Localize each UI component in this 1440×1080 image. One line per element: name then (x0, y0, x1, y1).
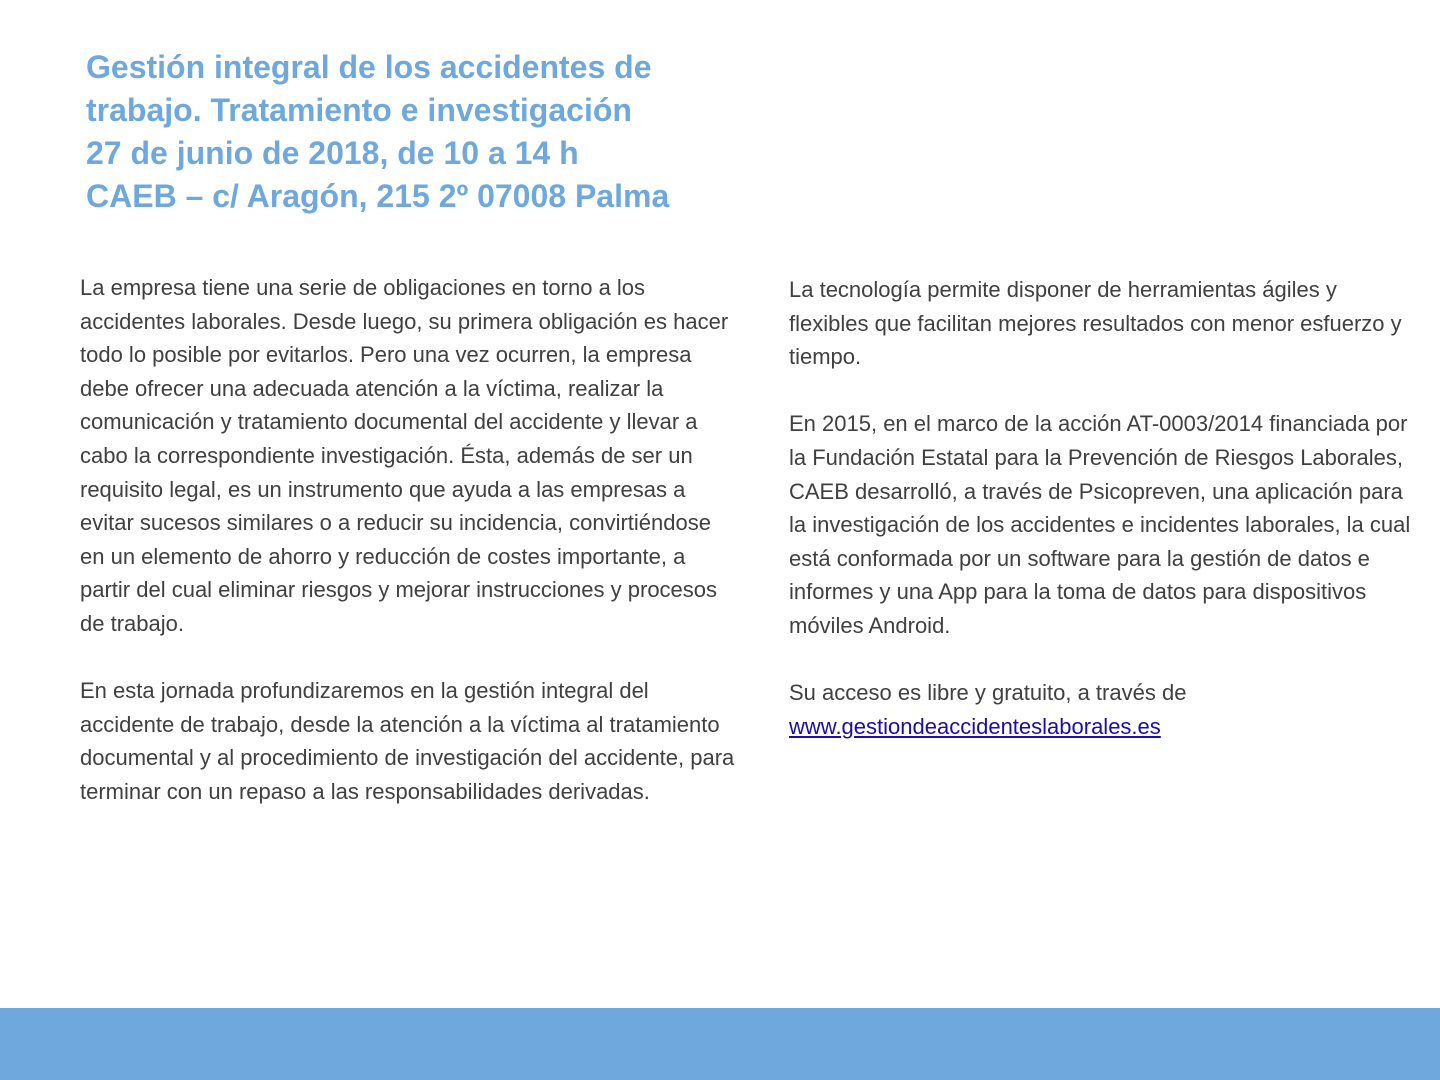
left-paragraph-session: En esta jornada profundizaremos en la gestión integral del accidente de trabajo, desde la atención a la víctima al tratamiento documental y al procedimiento de investigación del accidente, para terminar con un repaso a las responsabilidades derivadas. (80, 678, 735, 804)
website-link[interactable]: www.gestiondeaccidenteslaborales.es (789, 713, 1161, 739)
title-line-venue: CAEB – c/ Aragón, 215 2º 07008 Palma (86, 178, 670, 214)
left-column (80, 271, 740, 809)
right-column (789, 273, 1419, 743)
right-paragraph-technology: La tecnología permite disponer de herramientas ágiles y flexibles que facilitan mejores resultados con menor esfuerzo y tiempo. (789, 277, 1402, 370)
page-title (86, 46, 806, 218)
title-line-date: 27 de junio de 2018, de 10 a 14 h (86, 135, 579, 171)
access-text: Su acceso es libre y gratuito, a través de (789, 680, 1187, 706)
right-paragraph-application: En 2015, en el marco de la acción AT-0003/2014 financiada por la Fundación Estatal para la Prevención de Riesgos Laborales, CAEB desarrolló, a través de Psicopreven, una aplicación para la investigación de los accidentes e incidentes laborales, la cual está conformada por un software para la gestión de datos e informes y una App para la toma de datos para dispositivos móviles Android. (789, 411, 1411, 638)
title-line-topic: Gestión integral de los accidentes de (86, 49, 652, 85)
footer-bar (0, 1008, 1440, 1080)
left-paragraph-obligations: La empresa tiene una serie de obligaciones en torno a los accidentes laborales. Desde luego, su primera obligación es hacer todo lo posible por evitarlos. Pero una vez ocurren, la empresa debe ofrecer una adecuada atención a la víctima, realizar la comunicación y tratamiento documental del accidente y llevar a cabo la correspondiente investigación. Ésta, además de ser un requisito legal, es un instrumento que ayuda a las empresas a evitar sucesos similares o a reducir su incidencia, convirtiéndose en un elemento de ahorro y reducción de costes importante, a partir del cual eliminar riesgos y mejorar instrucciones y procesos de trabajo. (80, 275, 729, 636)
right-paragraph-access (789, 676, 1419, 743)
title-line-subtopic: trabajo. Tratamiento e investigación (86, 92, 632, 128)
